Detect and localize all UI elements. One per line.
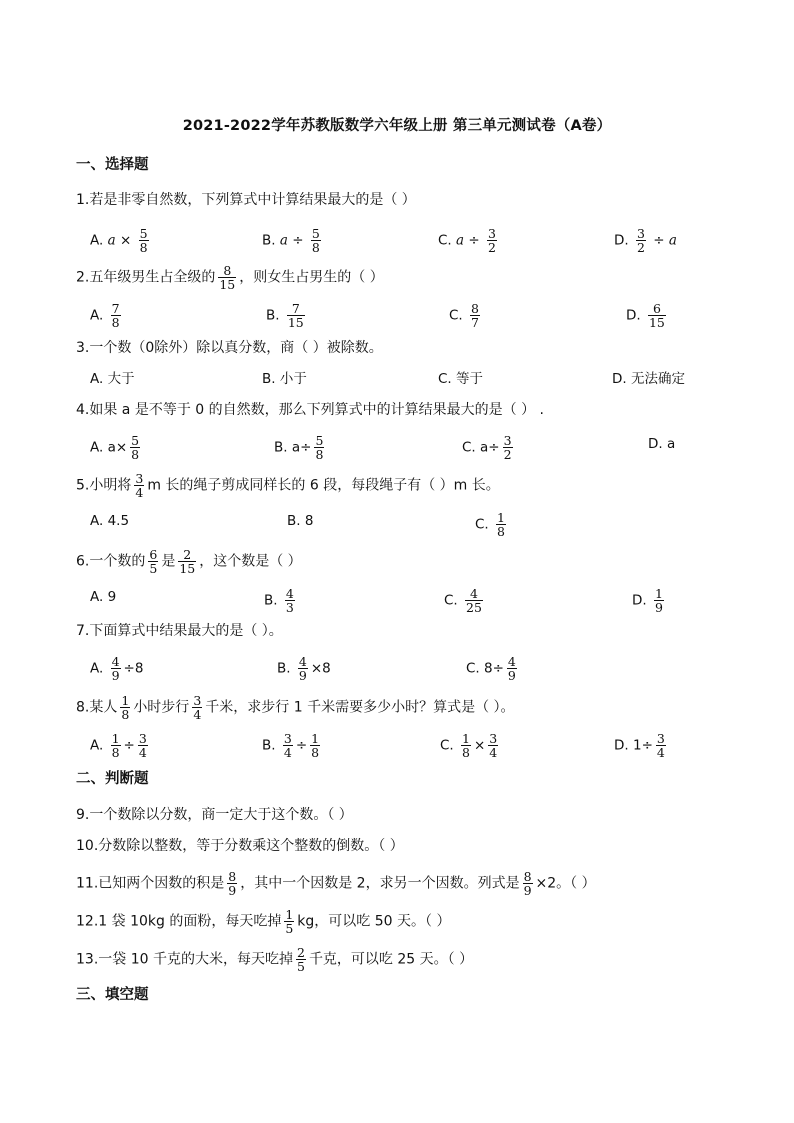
q6-option-d: D. $\frac{1}{9}$ <box>632 586 663 615</box>
q8-option-c: C. $\frac{1}{8}$ × $\frac{3}{4}$ <box>440 731 498 760</box>
q6-option-b: B. $\frac{4}{3}$ <box>264 586 294 615</box>
q3-option-d: D. 无法确定 <box>612 371 685 387</box>
question-13: 13.一袋 10 千克的大米，每天吃掉 $\frac{2}{5}$ 千克，可以吃 25 天。（ ） <box>76 945 474 974</box>
question-9: 9.一个数除以分数，商一定大于这个数。（ ） <box>76 807 353 823</box>
section-heading-choice: 一、选择题 <box>76 157 149 173</box>
page-title: 2021-2022学年苏教版数学六年级上册 第三单元测试卷（A卷） <box>182 118 612 134</box>
question-2: 2.五年级男生占全级的 $\frac{8}{15}$ ，则女生占男生的（ ） <box>76 263 384 292</box>
q8-option-d: D. 1÷ $\frac{3}{4}$ <box>614 731 665 760</box>
q1-option-a: A. a × $\frac{5}{8}$ <box>90 226 148 255</box>
section-heading-judgement: 二、判断题 <box>76 771 149 787</box>
q2-option-a: A. $\frac{7}{8}$ <box>90 301 120 330</box>
q1-option-b: B. a ÷ $\frac{5}{8}$ <box>262 226 320 255</box>
q7-option-c: C. 8÷ $\frac{4}{9}$ <box>466 654 516 683</box>
q2-option-d: D. $\frac{6}{15}$ <box>626 301 665 330</box>
q6-option-c: C. $\frac{4}{25}$ <box>444 586 482 615</box>
q5-option-c: C. $\frac{1}{8}$ <box>475 510 505 539</box>
q6-option-a: A. 9 <box>90 589 117 605</box>
question-11: 11.已知两个因数的积是 $\frac{8}{9}$ ，其中一个因数是 2，求另一个因数。列式是 $\frac{8}{9}$ ×2。（ ） <box>76 869 596 898</box>
q5-option-b: B. 8 <box>287 513 314 529</box>
q5-option-a: A. 4.5 <box>90 513 130 529</box>
q1-option-c: C. a ÷ $\frac{3}{2}$ <box>438 226 496 255</box>
question-12: 12.1 袋 10kg 的面粉，每天吃掉 $\frac{1}{5}$ kg，可以吃 50 天。（ ） <box>76 907 451 936</box>
question-1: 1.若是非零自然数，下列算式中计算结果最大的是（ ） <box>76 192 416 208</box>
q8-option-b: B. $\frac{3}{4}$ ÷ $\frac{1}{8}$ <box>262 731 320 760</box>
q8-option-a: A. $\frac{1}{8}$ ÷ $\frac{3}{4}$ <box>90 731 147 760</box>
q4-option-c: C. a÷ $\frac{3}{2}$ <box>462 433 512 462</box>
question-3: 3.一个数（0除外）除以真分数，商（ ）被除数。 <box>76 340 383 356</box>
question-8: 8.某人 $\frac{1}{8}$ 小时步行 $\frac{3}{4}$ 千米，求步行 1 千米需要多少小时？算式是（ ）。 <box>76 693 515 722</box>
question-10: 10.分数除以整数，等于分数乘这个整数的倒数。（ ） <box>76 838 404 854</box>
q1-option-d: D. $\frac{3}{2}$ ÷ a <box>614 226 677 255</box>
q2-option-c: C. $\frac{8}{7}$ <box>449 301 479 330</box>
q4-option-b: B. a÷ $\frac{5}{8}$ <box>274 433 324 462</box>
question-6: 6.一个数的 $\frac{6}{5}$ 是 $\frac{2}{15}$ ，这个数是（ ） <box>76 547 302 576</box>
question-4: 4.如果 a 是不等于 0 的自然数，那么下列算式中的计算结果最大的是（ ） . <box>76 402 544 418</box>
q4-option-a: A. a× $\frac{5}{8}$ <box>90 433 140 462</box>
q2-option-b: B. $\frac{7}{15}$ <box>266 301 304 330</box>
question-5: 5.小明将 $\frac{3}{4}$ m 长的绳子剪成同样长的 6 段，每段绳子有（ ）m 长。 <box>76 471 500 500</box>
section-heading-fill: 三、填空题 <box>76 987 149 1003</box>
q3-option-a: A. 大于 <box>90 371 135 387</box>
q3-option-c: C. 等于 <box>438 371 484 387</box>
q7-option-a: A. $\frac{4}{9}$ ÷8 <box>90 654 144 683</box>
q7-option-b: B. $\frac{4}{9}$ ×8 <box>277 654 331 683</box>
q3-option-b: B. 小于 <box>262 371 307 387</box>
question-7: 7.下面算式中结果最大的是（ ）。 <box>76 623 283 639</box>
q4-option-d: D. a <box>648 436 676 452</box>
